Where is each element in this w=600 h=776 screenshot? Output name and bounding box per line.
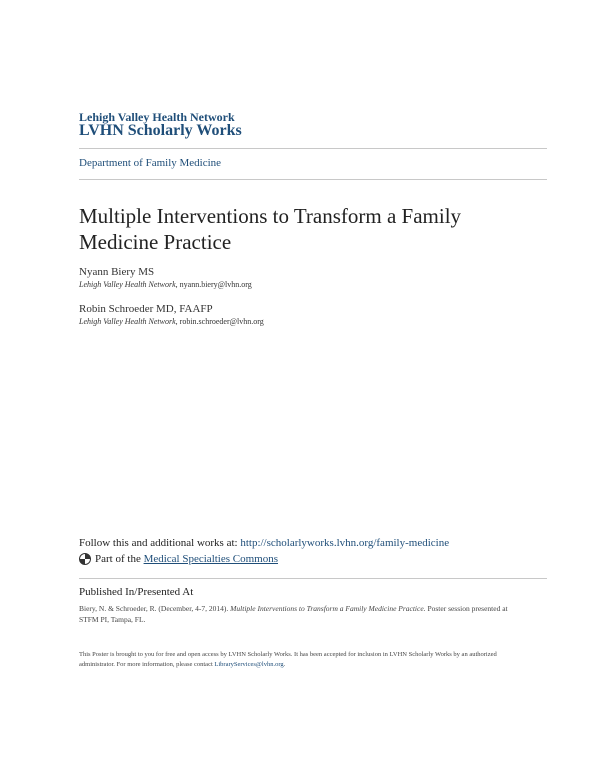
citation — [79, 603, 519, 625]
repository-name[interactable]: LVHN Scholarly Works — [79, 122, 242, 139]
author-name: Robin Schroeder MD, FAAFP — [79, 303, 213, 315]
author-email: , robin.schroeder@lvhn.org — [175, 317, 264, 326]
author-name: Nyann Biery MS — [79, 266, 155, 278]
access-notice — [79, 650, 524, 670]
institution-name: Lehigh Valley Health Network — [79, 110, 235, 124]
contact-email-link[interactable]: LibraryServices@lvhn.org — [214, 661, 284, 668]
author-affiliation — [79, 280, 252, 289]
notice-text: This Poster is brought to you for free and open access by LVHN Scholarly Works. It has been accepted for inclusion in LVHN Scholarly Works by an authorized administrator. For more information, please contact — [79, 651, 497, 668]
citation-title: Multiple Interventions to Transform a Family Medicine Practice. — [230, 604, 426, 613]
part-of-text: Part of the — [95, 553, 141, 565]
affiliation-name: Lehigh Valley Health Network — [79, 280, 176, 289]
follow-text: Follow this and additional works at: — [79, 537, 241, 549]
collection-link[interactable]: http://scholarlyworks.lvhn.org/family-medicine — [240, 537, 450, 549]
divider — [79, 578, 547, 579]
follow-line — [79, 537, 449, 549]
author-affiliation — [79, 317, 264, 326]
commons-icon — [79, 553, 91, 565]
citation-prefix: Biery, N. & Schroeder, R. (December, 4-7, 2014). — [79, 604, 231, 613]
divider — [79, 179, 547, 180]
divider — [79, 148, 547, 149]
department-link[interactable]: Department of Family Medicine — [79, 157, 222, 169]
published-heading: Published In/Presented At — [79, 586, 194, 598]
commons-link[interactable]: Medical Specialties Commons — [143, 553, 279, 565]
part-of-line — [79, 553, 278, 565]
notice-end: . — [283, 661, 286, 668]
author-email: , nyann.biery@lvhn.org — [175, 280, 252, 289]
document-title: Multiple Interventions to Transform a Family Medicine Practice — [79, 204, 462, 254]
affiliation-name: Lehigh Valley Health Network — [79, 317, 176, 326]
citation-suffix: Poster session presented at STFM PI, Tampa, FL. — [79, 604, 508, 624]
